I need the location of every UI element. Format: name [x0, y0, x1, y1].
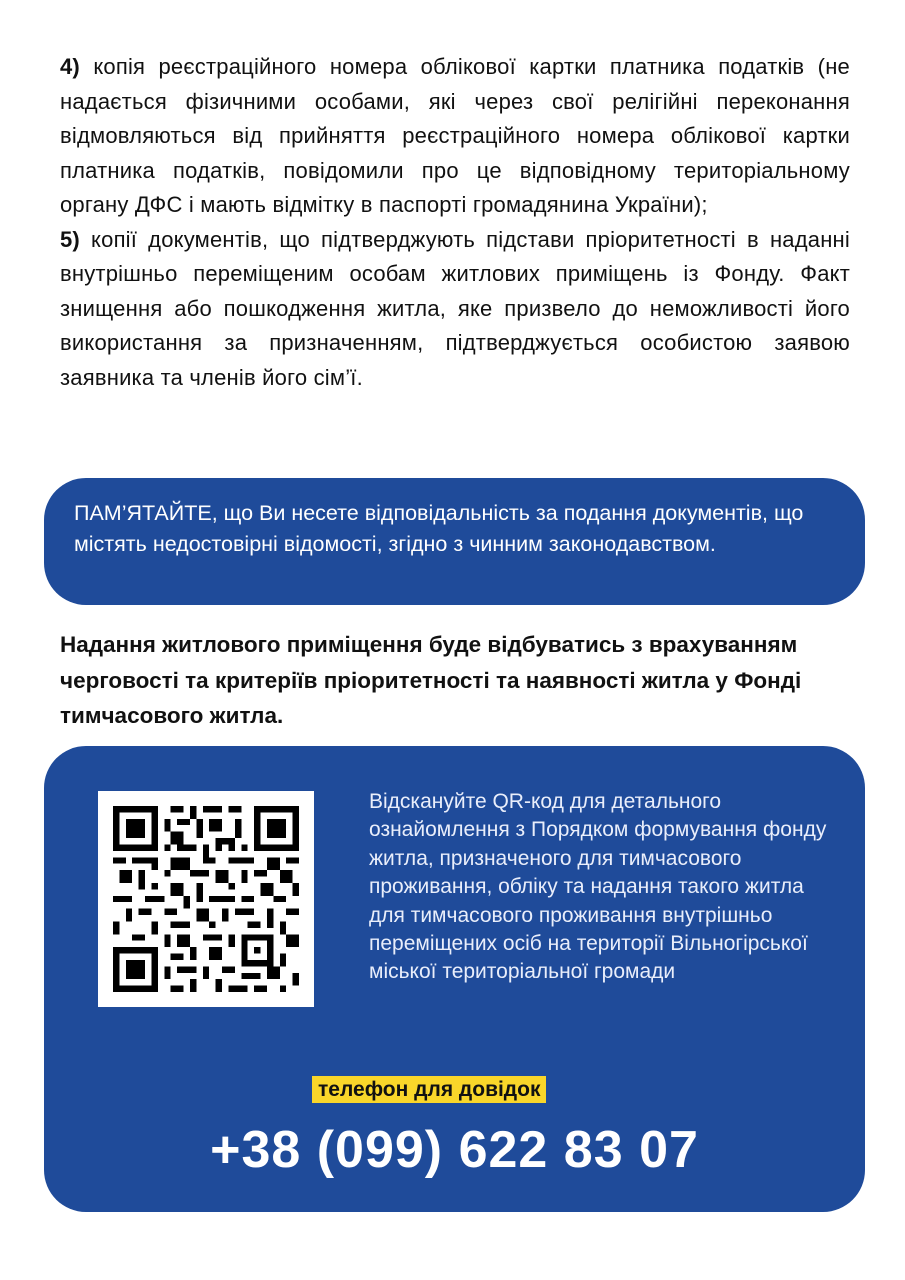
list-item-text: копія реєстраційного номера облікової картки платника податків (не надається фізичними особами, які через свої релігійні переконання відмовляються від прийняття реєстраційного номера облікової картки платника податків, повідомили про це відповідному територіальному органу ДФС і мають відмітку в паспорті громадянина України); [60, 54, 850, 217]
list-item-number: 5) [60, 226, 80, 252]
warning-text: ПАМ’ЯТАЙТЕ, що Ви несете відповідальність за подання документів, що містять недостовірні відомості, згідно з чинним законодавством. [74, 501, 804, 556]
document-list [60, 50, 850, 395]
list-item [60, 223, 850, 396]
qr-description: Відскануйте QR-код для детального ознайомлення з Порядком формування фонду житла, призначеного для тимчасового проживання, обліку та надання такого житла для тимчасового проживання внутрішньо переміщених осіб на території Вільногірської міської територіальної громади [369, 790, 827, 984]
list-item-number: 4) [60, 54, 80, 79]
phone-number[interactable]: +38 (099) 622 83 07 [210, 1121, 699, 1179]
qr-info-panel [44, 746, 865, 1212]
warning-box [44, 478, 865, 605]
phone-label: телефон для довідок [312, 1076, 546, 1103]
qr-code-icon [113, 806, 299, 992]
notice-text: Надання житлового приміщення буде відбуватись з врахуванням черговості та критеріїв пріоритетності та наявності житла у Фонді тимчасового житла. [60, 632, 802, 728]
list-item [60, 50, 850, 223]
list-item-text: копії документів, що підтверджують підстави пріоритетності в наданні внутрішньо переміщеним особам житлових приміщень із Фонду. Факт знищення або пошкодження житла, яке призвело до неможливості його використання за призначенням, підтверджується особистою заявою заявника та членів його сім’ї. [60, 226, 850, 390]
qr-code[interactable] [98, 791, 314, 1007]
